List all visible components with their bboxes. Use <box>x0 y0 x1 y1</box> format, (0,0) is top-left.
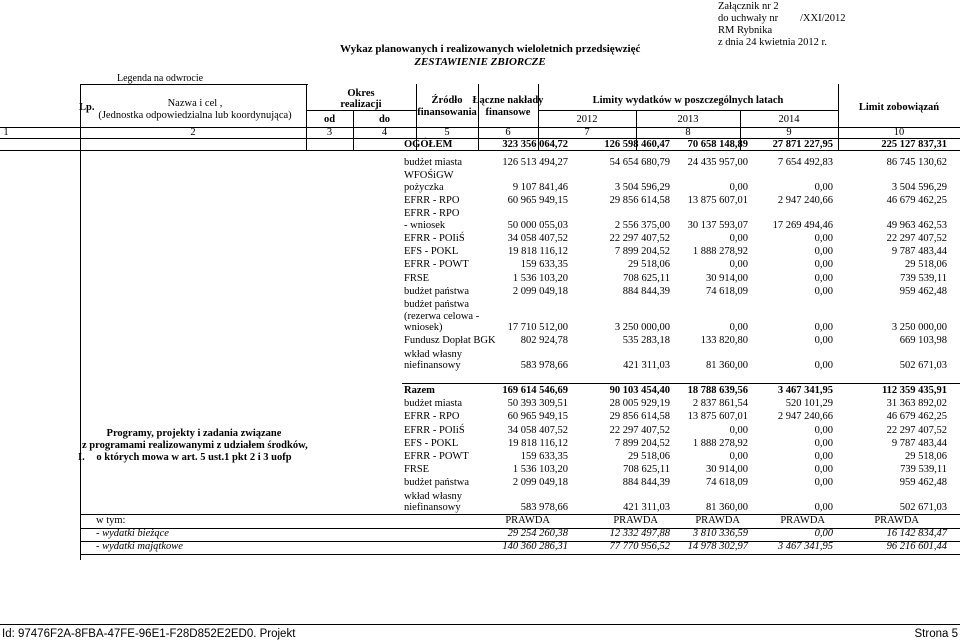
section-i-label: EFRR - POWT <box>404 451 469 462</box>
funding-value: 17 269 494,46 <box>772 219 833 231</box>
header-laczne-line2: finansowe <box>485 107 531 118</box>
funding-label: FRSE <box>404 272 430 284</box>
header-lp: Lp. <box>79 102 95 113</box>
funding-value: 708 625,11 <box>623 272 670 284</box>
section-i-name-line1: Programy, projekty i zadania związane <box>106 428 282 439</box>
funding-value: 7 654 492,83 <box>777 157 833 168</box>
w-tym-value: PRAWDA <box>613 515 658 526</box>
funding-value: 9 107 841,46 <box>512 181 568 193</box>
funding-label: EFRR - POWT <box>404 259 469 271</box>
section-i-value: 22 297 407,52 <box>886 424 947 436</box>
header-limit-zobowiazan: Limit zobowiązań <box>858 102 940 113</box>
funding-value: 30 137 593,07 <box>687 219 748 231</box>
section-i-value: 34 058 407,52 <box>507 424 568 436</box>
funding-value: 30 914,00 <box>706 272 748 284</box>
funding-label: wkład własny <box>404 348 463 360</box>
col-number: 10 <box>893 127 905 138</box>
header-do: do <box>378 114 391 125</box>
annex-line1: Załącznik nr 2 <box>718 1 779 12</box>
wydatki-majatkowe-label: - wydatki majątkowe <box>96 541 183 552</box>
legend-label: Legenda na odwrocie <box>117 73 204 84</box>
funding-value: 0,00 <box>814 246 833 258</box>
wydatki-biezace-value: 16 142 834,47 <box>886 528 947 539</box>
ogolem-value: 70 658 148,89 <box>687 139 748 150</box>
w-tym-value: PRAWDA <box>695 515 740 526</box>
wydatki-majatkowe-value: 77 770 956,52 <box>609 541 670 552</box>
funding-value: 0,00 <box>729 181 748 193</box>
section-i-value: 739 539,11 <box>900 464 947 476</box>
funding-value: 3 250 000,00 <box>891 322 947 334</box>
header-zrodlo-line2: finansowania <box>417 107 477 118</box>
funding-value: 22 297 407,52 <box>609 233 670 244</box>
funding-value: 0,00 <box>814 272 833 284</box>
footer-id: Id: 97476F2A-8FBA-47FE-96E1-F28D852E2ED0. Projekt <box>2 628 296 640</box>
funding-value: 502 671,03 <box>899 360 947 372</box>
funding-label: budżet państwa <box>404 299 470 310</box>
header-limity: Limity wydatków w poszczególnych latach <box>592 95 784 106</box>
funding-label: budżet państwa <box>404 285 470 297</box>
section-i-value: 29 856 614,58 <box>609 411 670 423</box>
funding-value: 2 099 049,18 <box>512 285 568 297</box>
wydatki-biezace-label: - wydatki bieżące <box>96 528 169 539</box>
section-i-value: 46 679 462,25 <box>886 411 947 423</box>
w-tym-value: PRAWDA <box>874 515 919 526</box>
funding-value: 0,00 <box>814 322 833 334</box>
funding-value: 29 518,06 <box>628 259 670 271</box>
funding-value: 3 504 596,29 <box>891 181 947 193</box>
section-i-value: 74 618,09 <box>706 477 748 489</box>
funding-value: 29 856 614,58 <box>609 195 670 206</box>
section-i-value: 22 297 407,52 <box>609 424 670 436</box>
section-i-value: 112 359 435,91 <box>881 385 947 396</box>
section-i-name-line3: o których mowa w art. 5 ust.1 pkt 2 i 3 uofp <box>96 452 292 463</box>
funding-label: EFRR - RPO <box>404 195 460 206</box>
funding-value: 60 965 949,15 <box>507 195 568 206</box>
annex-line2-right: /XXI/2012 <box>800 13 846 24</box>
section-i-label: EFRR - RPO <box>404 411 460 423</box>
section-i-value: 7 899 204,52 <box>614 437 670 449</box>
section-i-value: 28 005 929,19 <box>609 398 670 410</box>
section-i-label: EFS - POKL <box>404 437 459 449</box>
section-i-value: 169 614 546,69 <box>502 385 568 396</box>
funding-value: 7 899 204,52 <box>614 246 670 258</box>
funding-value: 0,00 <box>729 322 748 334</box>
header-okres-line2: realizacji <box>340 99 382 110</box>
funding-value: 133 820,80 <box>700 335 748 347</box>
section-i-value: 520 101,29 <box>785 398 833 410</box>
col-number: 9 <box>786 127 792 138</box>
section-i-value: 0,00 <box>814 437 833 449</box>
funding-value: 9 787 483,44 <box>891 246 947 258</box>
wydatki-biezace-value: 12 332 497,88 <box>609 528 670 539</box>
funding-value: 583 978,66 <box>520 360 568 372</box>
page-title: Wykaz planowanych i realizowanych wieloletnich przedsięwzięć <box>340 43 641 55</box>
section-i-value: 0,00 <box>814 502 833 514</box>
wydatki-biezace-value: 0,00 <box>814 528 833 539</box>
header-okres-line1: Okres <box>347 88 375 99</box>
section-i-value: 2 837 861,54 <box>692 398 748 410</box>
funding-value: 34 058 407,52 <box>507 233 568 244</box>
funding-label: EFRR - RPO <box>404 208 460 220</box>
wydatki-majatkowe-value: 96 216 601,44 <box>886 541 947 552</box>
section-i-value: 583 978,66 <box>520 502 568 514</box>
funding-value: 0,00 <box>729 233 748 244</box>
funding-label: wniosek) <box>404 322 443 334</box>
section-i-value: 31 363 892,02 <box>886 398 947 410</box>
ogolem-label: OGÓŁEM <box>404 139 453 150</box>
funding-label: - wniosek <box>404 219 446 231</box>
funding-label: niefinansowy <box>404 360 461 372</box>
section-i-value: 29 518,06 <box>628 451 670 462</box>
funding-value: 49 963 462,53 <box>886 219 947 231</box>
wydatki-majatkowe-value: 3 467 341,95 <box>777 541 833 552</box>
funding-label: EFS - POKL <box>404 246 459 258</box>
section-i-value: 502 671,03 <box>899 502 947 514</box>
section-i-label: wkład własny <box>404 490 463 502</box>
section-i-name-line2: z programami realizowanymi z udziałem środków, <box>82 440 308 451</box>
section-i-value: 2 099 049,18 <box>512 477 568 489</box>
funding-value: 0,00 <box>814 181 833 193</box>
section-i-value: 13 875 607,01 <box>687 411 748 423</box>
footer-page: Strona 5 <box>914 628 958 640</box>
col-number: 3 <box>326 127 333 138</box>
wydatki-biezace-value: 29 254 260,38 <box>507 528 568 539</box>
header-year-2013: 2013 <box>677 114 699 125</box>
section-i-label: EFRR - POIiŚ <box>404 424 465 436</box>
funding-value: 0,00 <box>729 259 748 271</box>
section-i-value: 1 536 103,20 <box>512 464 568 476</box>
funding-value: 159 633,35 <box>520 259 568 271</box>
wydatki-majatkowe-value: 140 360 286,31 <box>502 541 568 552</box>
funding-value: 54 654 680,79 <box>609 157 670 168</box>
funding-label: WFOŚiGW <box>404 170 454 182</box>
funding-value: 13 875 607,01 <box>687 195 748 206</box>
funding-value: 19 818 116,12 <box>508 246 568 258</box>
col-number: 4 <box>381 127 388 138</box>
funding-label: pożyczka <box>404 181 444 193</box>
page-subtitle: ZESTAWIENIE ZBIORCZE <box>414 56 546 68</box>
section-i-value: 0,00 <box>729 451 748 462</box>
funding-value: 0,00 <box>814 285 833 297</box>
section-i-label: budżet miasta <box>404 398 463 410</box>
section-i-value: 2 947 240,66 <box>777 411 833 423</box>
funding-value: 802 924,78 <box>520 335 568 347</box>
header-year-2012: 2012 <box>576 114 598 125</box>
funding-value: 0,00 <box>814 335 833 347</box>
funding-value: 1 536 103,20 <box>512 272 568 284</box>
ogolem-value: 323 356 064,72 <box>502 139 568 150</box>
funding-label: Fundusz Dopłat BGK <box>404 335 496 347</box>
section-i-value: 18 788 639,56 <box>687 385 748 396</box>
header-laczne-line1: Łączne nakłady <box>472 95 544 106</box>
funding-value: 884 844,39 <box>622 285 670 297</box>
section-i-value: 959 462,48 <box>899 477 947 489</box>
section-i-value: 0,00 <box>729 424 748 436</box>
funding-value: 17 710 512,00 <box>507 322 568 334</box>
funding-label: EFRR - POIiŚ <box>404 233 465 244</box>
header-zrodlo-line1: Źródło <box>431 95 463 106</box>
funding-value: 959 462,48 <box>899 285 947 297</box>
funding-value: 1 888 278,92 <box>692 246 748 258</box>
funding-value: 46 679 462,25 <box>886 195 947 206</box>
section-i-lp: I. <box>78 452 85 463</box>
funding-value: 535 283,18 <box>622 335 670 347</box>
funding-value: 0,00 <box>814 233 833 244</box>
section-i-value: 0,00 <box>814 477 833 489</box>
col-number: 7 <box>584 127 590 138</box>
section-i-value: 9 787 483,44 <box>891 437 947 449</box>
header-year-2014: 2014 <box>778 114 800 125</box>
col-number: 1 <box>3 127 9 138</box>
section-i-value: 1 888 278,92 <box>692 437 748 449</box>
funding-value: 50 000 055,03 <box>507 219 568 231</box>
funding-value: 81 360,00 <box>706 360 748 372</box>
funding-value: 0,00 <box>814 360 833 372</box>
funding-value: 126 513 494,27 <box>502 157 568 168</box>
funding-value: 29 518,06 <box>905 259 947 271</box>
funding-label: (rezerwa celowa - <box>404 310 480 322</box>
funding-value: 3 250 000,00 <box>614 322 670 334</box>
funding-value: 2 947 240,66 <box>777 195 833 206</box>
col-number: 8 <box>685 127 691 138</box>
w-tym-label: w tym: <box>96 515 126 526</box>
wydatki-majatkowe-value: 14 978 302,97 <box>687 541 748 552</box>
ogolem-value: 225 127 837,31 <box>881 139 947 150</box>
section-i-label: niefinansowy <box>404 502 461 514</box>
section-i-value: 884 844,39 <box>622 477 670 489</box>
col-number: 2 <box>190 127 196 138</box>
funding-value: 669 103,98 <box>899 335 947 347</box>
section-i-label: budżet państwa <box>404 477 470 489</box>
section-i-value: 50 393 309,51 <box>507 398 568 410</box>
section-i-label: Razem <box>404 385 435 396</box>
section-i-value: 29 518,06 <box>905 451 947 462</box>
header-name-line2: (Jednostka odpowiedzialna lub koordynująca) <box>98 110 292 121</box>
section-i-label: FRSE <box>404 464 430 476</box>
section-i-value: 159 633,35 <box>520 451 568 462</box>
section-i-value: 0,00 <box>814 464 833 476</box>
funding-value: 86 745 130,62 <box>886 157 947 168</box>
section-i-value: 60 965 949,15 <box>507 411 568 423</box>
wydatki-biezace-value: 3 810 336,59 <box>692 528 748 539</box>
funding-value: 74 618,09 <box>706 285 748 297</box>
page-footer <box>0 624 960 643</box>
annex-line4: z dnia 24 kwietnia 2012 r. <box>718 37 828 48</box>
annex-line3: RM Rybnika <box>718 25 773 36</box>
annex-line2-left: do uchwały nr <box>718 13 779 24</box>
section-i-value: 0,00 <box>814 424 833 436</box>
funding-value: 0,00 <box>814 259 833 271</box>
section-i-value: 90 103 454,40 <box>609 385 670 396</box>
header-od: od <box>323 114 336 125</box>
ogolem-value: 126 598 460,47 <box>604 139 670 150</box>
funding-value: 2 556 375,00 <box>614 219 670 231</box>
funding-value: 24 435 957,00 <box>687 157 748 168</box>
section-i-value: 421 311,03 <box>623 502 670 514</box>
funding-value: 421 311,03 <box>623 360 670 372</box>
header-name-line1: Nazwa i cel , <box>167 98 223 109</box>
col-number: 6 <box>505 127 511 138</box>
funding-value: 22 297 407,52 <box>886 233 947 244</box>
section-i-value: 19 818 116,12 <box>508 437 568 449</box>
funding-value: 3 504 596,29 <box>614 181 670 193</box>
funding-label: budżet miasta <box>404 157 463 168</box>
w-tym-value: PRAWDA <box>505 515 550 526</box>
section-i-value: 3 467 341,95 <box>777 385 833 396</box>
ogolem-value: 27 871 227,95 <box>772 139 833 150</box>
section-i-value: 30 914,00 <box>706 464 748 476</box>
col-number: 5 <box>444 127 450 138</box>
funding-value: 739 539,11 <box>900 272 947 284</box>
section-i-value: 81 360,00 <box>706 502 748 514</box>
section-i-value: 708 625,11 <box>623 464 670 476</box>
section-i-value: 0,00 <box>814 451 833 462</box>
w-tym-value: PRAWDA <box>780 515 825 526</box>
